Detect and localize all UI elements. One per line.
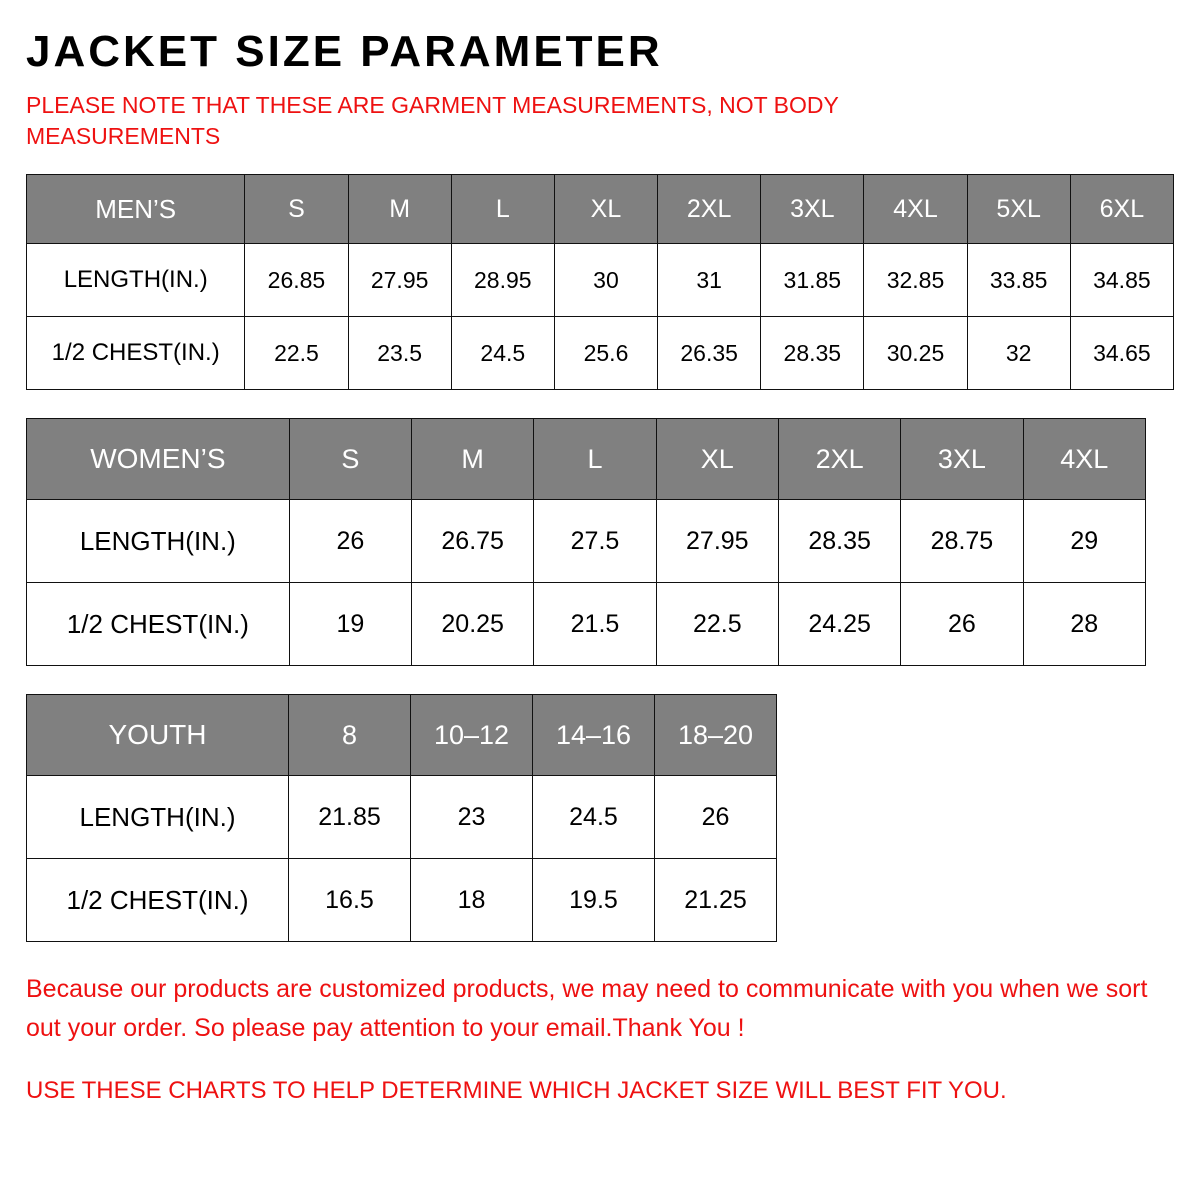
table-row bbox=[27, 859, 777, 942]
table-cell: 31.85 bbox=[761, 244, 864, 317]
table-cell: 21.85 bbox=[289, 776, 411, 859]
table-header-cell: 4XL bbox=[864, 175, 967, 244]
table-header-cell: 3XL bbox=[761, 175, 864, 244]
table-cell: 19.5 bbox=[533, 859, 655, 942]
table-row bbox=[27, 776, 777, 859]
table-cell: 26.35 bbox=[658, 317, 761, 390]
table-cell: 24.25 bbox=[778, 583, 900, 666]
table-header-cell: 4XL bbox=[1023, 419, 1145, 500]
table-header-cell: M bbox=[348, 175, 451, 244]
table-cell: 28 bbox=[1023, 583, 1145, 666]
table-cell: 25.6 bbox=[554, 317, 657, 390]
table-header-cell: WOMEN’S bbox=[27, 419, 290, 500]
table-cell: 28.35 bbox=[778, 500, 900, 583]
customization-notice: Because our products are customized products, we may need to communicate with you when we sort out your order. So please pay attention to your email.Thank You ! bbox=[26, 975, 1148, 1043]
table-cell: 24.5 bbox=[451, 317, 554, 390]
table-cell: 28.35 bbox=[761, 317, 864, 390]
table-header-cell: L bbox=[451, 175, 554, 244]
table-cell: 31 bbox=[658, 244, 761, 317]
table-header-cell: 2XL bbox=[658, 175, 761, 244]
table-cell: 34.65 bbox=[1070, 317, 1173, 390]
table-cell: 34.85 bbox=[1070, 244, 1173, 317]
table-cell: 26 bbox=[289, 500, 411, 583]
table-header-row bbox=[27, 419, 1146, 500]
table-header-cell: 8 bbox=[289, 695, 411, 776]
row-label: LENGTH(IN.) bbox=[27, 776, 289, 859]
table-header-cell: 6XL bbox=[1070, 175, 1173, 244]
table-cell: 22.5 bbox=[656, 583, 778, 666]
table-cell: 24.5 bbox=[533, 776, 655, 859]
row-label: LENGTH(IN.) bbox=[27, 244, 245, 317]
table-header-cell: 10–12 bbox=[411, 695, 533, 776]
row-label: LENGTH(IN.) bbox=[27, 500, 290, 583]
table-header-cell: MEN’S bbox=[27, 175, 245, 244]
table-cell: 21.5 bbox=[534, 583, 656, 666]
chart-usage-notice: USE THESE CHARTS TO HELP DETERMINE WHICH JACKET SIZE WILL BEST FIT YOU. bbox=[26, 1076, 1007, 1104]
table-header-cell: L bbox=[534, 419, 656, 500]
table-header-cell: S bbox=[245, 175, 348, 244]
womens-size-table bbox=[26, 418, 1146, 666]
table-cell: 21.25 bbox=[655, 859, 777, 942]
page-title: JACKET SIZE PARAMETER bbox=[26, 27, 663, 76]
table-cell: 23 bbox=[411, 776, 533, 859]
table-header-cell: 3XL bbox=[901, 419, 1023, 500]
table-header-cell: 2XL bbox=[778, 419, 900, 500]
table-cell: 26.75 bbox=[412, 500, 534, 583]
table-cell: 30.25 bbox=[864, 317, 967, 390]
table-cell: 28.95 bbox=[451, 244, 554, 317]
table-cell: 33.85 bbox=[967, 244, 1070, 317]
table-header-cell: 14–16 bbox=[533, 695, 655, 776]
garment-measurement-note: PLEASE NOTE THAT THESE ARE GARMENT MEASUREMENTS, NOT BODY MEASUREMENTS bbox=[26, 92, 839, 150]
table-cell: 30 bbox=[554, 244, 657, 317]
table-cell: 27.95 bbox=[656, 500, 778, 583]
table-cell: 22.5 bbox=[245, 317, 348, 390]
mens-size-table bbox=[26, 174, 1174, 390]
table-header-row bbox=[27, 175, 1174, 244]
table-cell: 32 bbox=[967, 317, 1070, 390]
table-header-cell: XL bbox=[656, 419, 778, 500]
table-cell: 29 bbox=[1023, 500, 1145, 583]
table-cell: 26.85 bbox=[245, 244, 348, 317]
table-row bbox=[27, 583, 1146, 666]
youth-size-table bbox=[26, 694, 777, 942]
table-header-cell: 18–20 bbox=[655, 695, 777, 776]
table-cell: 26 bbox=[655, 776, 777, 859]
table-cell: 23.5 bbox=[348, 317, 451, 390]
row-label: 1/2 CHEST(IN.) bbox=[27, 583, 290, 666]
table-header-row bbox=[27, 695, 777, 776]
table-row bbox=[27, 317, 1174, 390]
table-cell: 27.5 bbox=[534, 500, 656, 583]
table-cell: 16.5 bbox=[289, 859, 411, 942]
table-header-cell: M bbox=[412, 419, 534, 500]
table-row bbox=[27, 500, 1146, 583]
table-header-cell: S bbox=[289, 419, 411, 500]
table-cell: 18 bbox=[411, 859, 533, 942]
table-cell: 20.25 bbox=[412, 583, 534, 666]
table-header-cell: XL bbox=[554, 175, 657, 244]
table-cell: 28.75 bbox=[901, 500, 1023, 583]
table-cell: 32.85 bbox=[864, 244, 967, 317]
row-label: 1/2 CHEST(IN.) bbox=[27, 317, 245, 390]
table-header-cell: YOUTH bbox=[27, 695, 289, 776]
table-cell: 19 bbox=[289, 583, 411, 666]
table-row bbox=[27, 244, 1174, 317]
row-label: 1/2 CHEST(IN.) bbox=[27, 859, 289, 942]
table-cell: 26 bbox=[901, 583, 1023, 666]
table-cell: 27.95 bbox=[348, 244, 451, 317]
table-header-cell: 5XL bbox=[967, 175, 1070, 244]
